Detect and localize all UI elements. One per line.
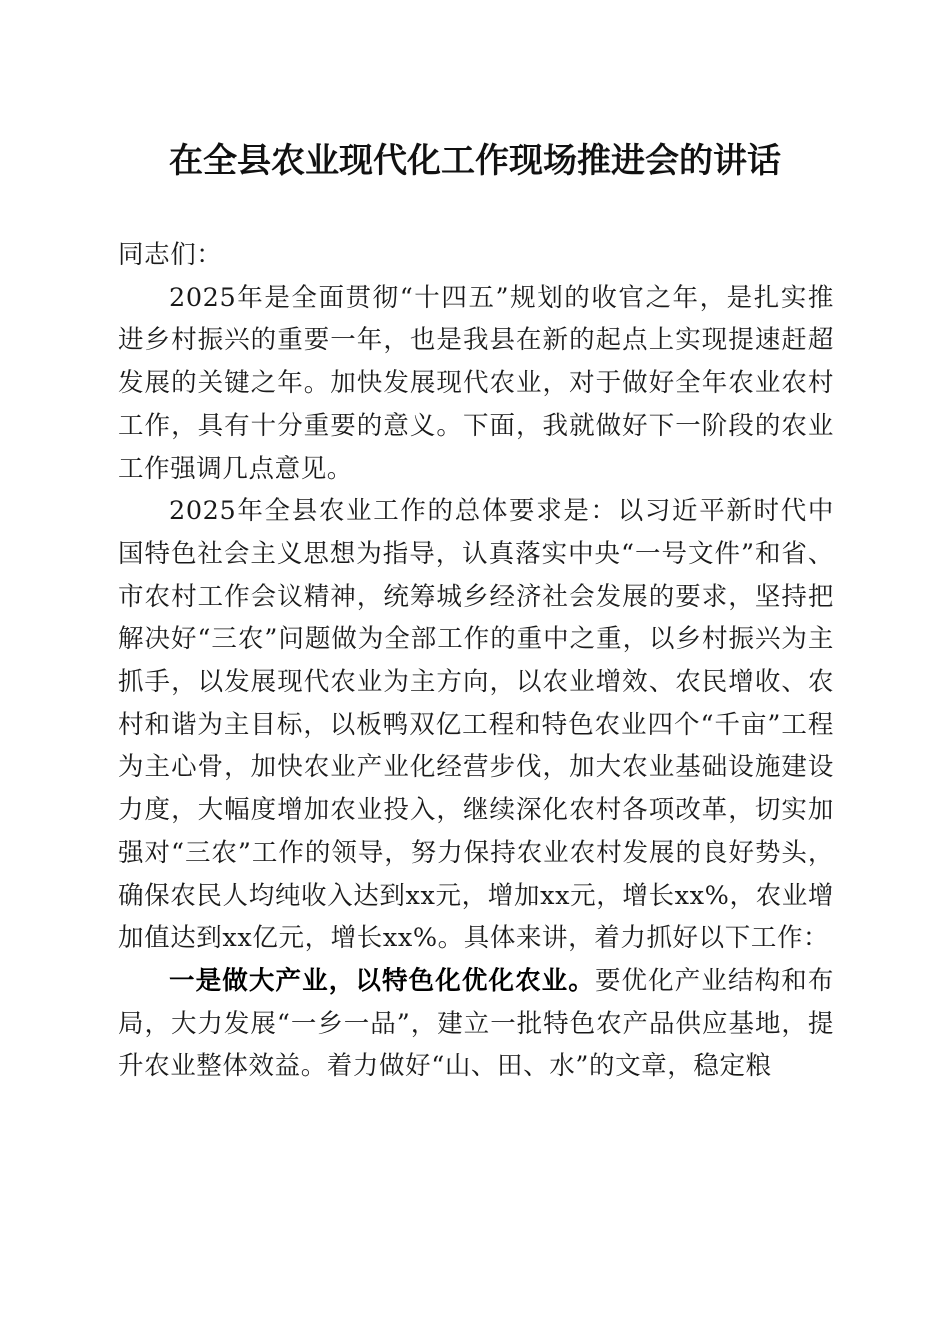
document-body	[118, 234, 834, 1088]
paragraph-requirements: 2025年全县农业工作的总体要求是：以习近平新时代中国特色社会主义思想为指导，认真落实中央“一号文件”和省、市农村工作会议精神，统筹城乡经济社会发展的要求，坚持把解决好“三农”问题做为全部工作的重中之重，以乡村振兴为主抓手，以发展现代农业为主方向，以农业增效、农民增收、农村和谐为主目标，以板鸭双亿工程和特色农业四个“千亩”工程为主心骨，加快农业产业化经营步伐，加大农业基础设施建设力度，大幅度增加农业投入，继续深化农村各项改革，切实加强对“三农”工作的领导，努力保持农业农村发展的良好势头，确保农民人均纯收入达到xx元，增加xx元，增长xx%，农业增加值达到xx亿元，增长xx%。具体来讲，着力抓好以下工作：	[118, 496, 834, 954]
paragraph-task-one-lead: 一是做大产业，以特色化优化农业。	[169, 965, 595, 996]
paragraph-intro: 2025年是全面贯彻“十四五”规划的收官之年，是扎实推进乡村振兴的重要一年，也是我县在新的起点上实现提速赶超发展的关键之年。加快发展现代农业，对于做好全年农业农村工作，具有十分重要的意义。下面，我就做好下一阶段的农业工作强调几点意见。	[118, 282, 834, 484]
paragraph-task-one	[118, 960, 834, 1088]
salutation: 同志们：	[118, 240, 223, 270]
document-title: 在全县农业现代化工作现场推进会的讲话	[169, 141, 781, 181]
paragraph-task-one-text: 要优化产业结构和布局，大力发展“一乡一品”，建立一批特色农产品供应基地，提升农业整体效益。着力做好“山、田、水”的文章，稳定粮	[118, 965, 834, 1082]
